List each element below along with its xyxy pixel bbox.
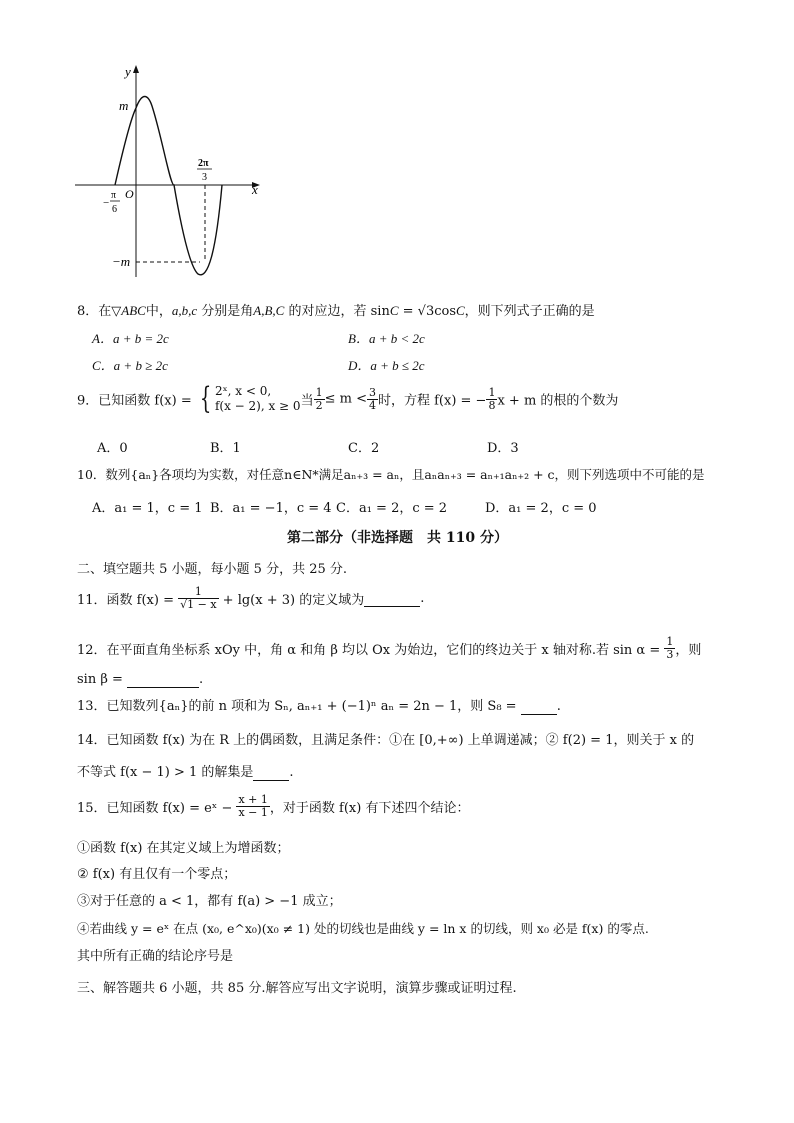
q8-eq: = [398, 304, 418, 319]
q9-frac2 [367, 387, 378, 412]
x-axis-label: x [252, 182, 258, 197]
part3-intro: 三、解答题共 6 小题，共 85 分.解答应写出文字说明，演算步骤或证明过程. [77, 981, 517, 996]
q12-answer-blank[interactable] [127, 672, 199, 688]
q9-option-c[interactable]: C．2 [348, 441, 380, 456]
q8-stem-c: 中， [145, 304, 172, 319]
q11-frac [178, 586, 218, 611]
q15-stem [77, 794, 469, 819]
q12-line1-a: 12．在平面直角坐标系 xOy 中，角 α 和角 β 均以 Ox 为始边，它们的终边关于 x 轴对称.若 sin α = [77, 643, 665, 658]
q12-line2-b: . [199, 672, 204, 687]
q11-stem-c: . [420, 591, 425, 606]
q15-ask: 其中所有正确的结论序号是 [77, 949, 234, 964]
q9-stem [77, 381, 619, 416]
q11-stem-a: 11．函数 f(x) = [77, 593, 179, 608]
q12-num: 1 [666, 635, 674, 648]
q15-stem-b: ，对于函数 f(x) 有下述四个结论： [269, 801, 470, 816]
q9-option-b[interactable]: B．1 [210, 441, 241, 456]
part2-title: 第二部分（非选择题 共 110 分） [287, 530, 508, 546]
q13 [77, 695, 561, 715]
q9-stem-c: ≤ m < [324, 391, 367, 407]
q9-option-a[interactable]: A．0 [97, 441, 128, 456]
q12-line1 [77, 636, 701, 661]
sine-curve [115, 97, 222, 275]
q15-den: x − 1 [238, 806, 268, 819]
q8-option-c[interactable]: C．a + b ≥ 2c [92, 358, 168, 373]
q8-stem-m: ，则下列式子正确的是 [464, 304, 595, 319]
q13-stem-b: . [556, 699, 561, 714]
origin-label: O [125, 187, 134, 201]
y-axis-label: y [125, 64, 131, 79]
q9-case1: 2ˣ, x < 0, [214, 384, 272, 398]
q15-conclusion-1: ①函数 f(x) 在其定义域上为增函数； [77, 841, 290, 856]
q9-frac3 [486, 387, 497, 412]
q9-frac2-den: 4 [368, 398, 376, 412]
y-axis-arrow [133, 65, 139, 73]
q9-frac1 [314, 387, 325, 412]
q12-line1-b: ，则 [675, 643, 702, 658]
q14-line2-a: 不等式 f(x − 1) > 1 的解集是 [77, 765, 254, 780]
q10-option-c[interactable]: C．a₁ = 2，c = 2 [336, 501, 448, 516]
q8-sqrt3: √3 [417, 304, 435, 319]
q10-option-d[interactable]: D．a₁ = 2，c = 0 [485, 501, 597, 516]
q15-num: x + 1 [238, 793, 268, 806]
q10-option-b[interactable]: B．a₁ = −1，c = 4 [210, 501, 332, 516]
q9-brace: { [199, 381, 212, 416]
q8-option-b[interactable]: B．a + b < 2c [348, 331, 425, 346]
q8-c2: C [456, 303, 465, 318]
q11-stem-b: + lg(x + 3) 的定义域为 [218, 593, 365, 608]
q11 [77, 586, 424, 611]
q9-stem-a: 9．已知函数 f(x) = [77, 393, 196, 409]
q8-cos: cos [434, 304, 456, 319]
left-tick-den: 6 [112, 204, 117, 215]
q15-conclusion-4: ④若曲线 y = eˣ 在点 (x₀, e^x₀)(x₀ ≠ 1) 处的切线也是曲线 y = ln x 的切线，则 x₀ 必是 f(x) 的零点. [77, 921, 649, 936]
q12-frac [664, 636, 675, 661]
q14-answer-blank[interactable] [253, 765, 289, 781]
q9-option-d[interactable]: D．3 [487, 441, 519, 456]
q8-sides: a,b,c [171, 303, 198, 318]
q11-answer-blank[interactable] [364, 591, 420, 607]
q9-frac1-den: 2 [315, 398, 323, 412]
q10-option-a[interactable]: A．a₁ = 1，c = 1 [92, 501, 203, 516]
function-graph [70, 62, 270, 282]
q8-c1: C [389, 303, 399, 318]
q14-line2 [77, 761, 294, 781]
q14-line2-b: . [289, 765, 294, 780]
m-label: m [119, 98, 129, 113]
q9-frac3-num: 1 [488, 385, 496, 399]
fill-intro: 二、填空题共 5 小题，每小题 5 分，共 25 分. [77, 562, 348, 577]
neg-m-label: −m [112, 254, 131, 269]
q15-conclusion-2: ② f(x) 有且仅有一个零点； [77, 867, 237, 882]
q9-cases [215, 384, 301, 414]
q8-stem-g: 的对应边，若 sin [284, 304, 390, 319]
q10-stem: 10．数列{aₙ}各项均为实数，对任意n∈N*满足aₙ₊₃ = aₙ，且aₙaₙ₊₃ = aₙ₊₁aₙ₊₂ + c，则下列选项中不可能的是 [77, 467, 705, 482]
q8-triangle-name: ABC [121, 303, 146, 318]
q9-case2: f(x − 2), x ≥ 0 [214, 399, 301, 413]
q8-option-d[interactable]: D．a + b ≤ 2c [348, 358, 425, 373]
q9-stem-e: x + m 的根的个数为 [497, 393, 619, 409]
q8-stem-a: 8．在 [77, 304, 112, 319]
q15-stem-a: 15．已知函数 f(x) = eˣ − [77, 801, 237, 816]
q15-frac [236, 794, 269, 819]
q8-angles: A,B,C [253, 303, 285, 318]
q9-frac1-num: 1 [315, 385, 323, 399]
q11-num: 1 [178, 586, 218, 599]
q12-line2-a: sin β = [77, 672, 128, 687]
q11-den: √1 − x [180, 598, 217, 611]
q15-conclusion-3: ③对于任意的 a < 1，都有 f(a) > −1 成立； [77, 894, 342, 909]
triangle-symbol: ▽ [111, 304, 122, 319]
q9-frac3-den: 8 [488, 398, 496, 412]
q13-stem-a: 13．已知数列{aₙ}的前 n 项和为 Sₙ, aₙ₊₁ + (−1)ⁿ aₙ = 2n − 1，则 S₈ = [77, 699, 521, 714]
q9-stem-b: 当 [300, 393, 314, 409]
left-tick-num: π [111, 190, 117, 201]
q9-stem-d: 时，方程 f(x) = − [377, 393, 487, 409]
q8-stem [77, 300, 595, 319]
q8-option-a[interactable]: A．a + b = 2c [92, 331, 169, 346]
right-tick-num: 2π [198, 158, 209, 169]
right-tick-den: 3 [202, 172, 207, 183]
q14-line1: 14．已知函数 f(x) 为在 R 上的偶函数，且满足条件：①在 [0,+∞) 上单调递减；② f(2) = 1，则关于 x 的 [77, 733, 695, 748]
q12-den: 3 [666, 648, 674, 661]
q12-line2 [77, 672, 203, 688]
q9-frac2-num: 3 [368, 385, 376, 399]
q13-answer-blank[interactable] [521, 699, 557, 715]
q8-stem-e: 分别是角 [197, 304, 254, 319]
left-tick-minus: − [103, 197, 110, 209]
